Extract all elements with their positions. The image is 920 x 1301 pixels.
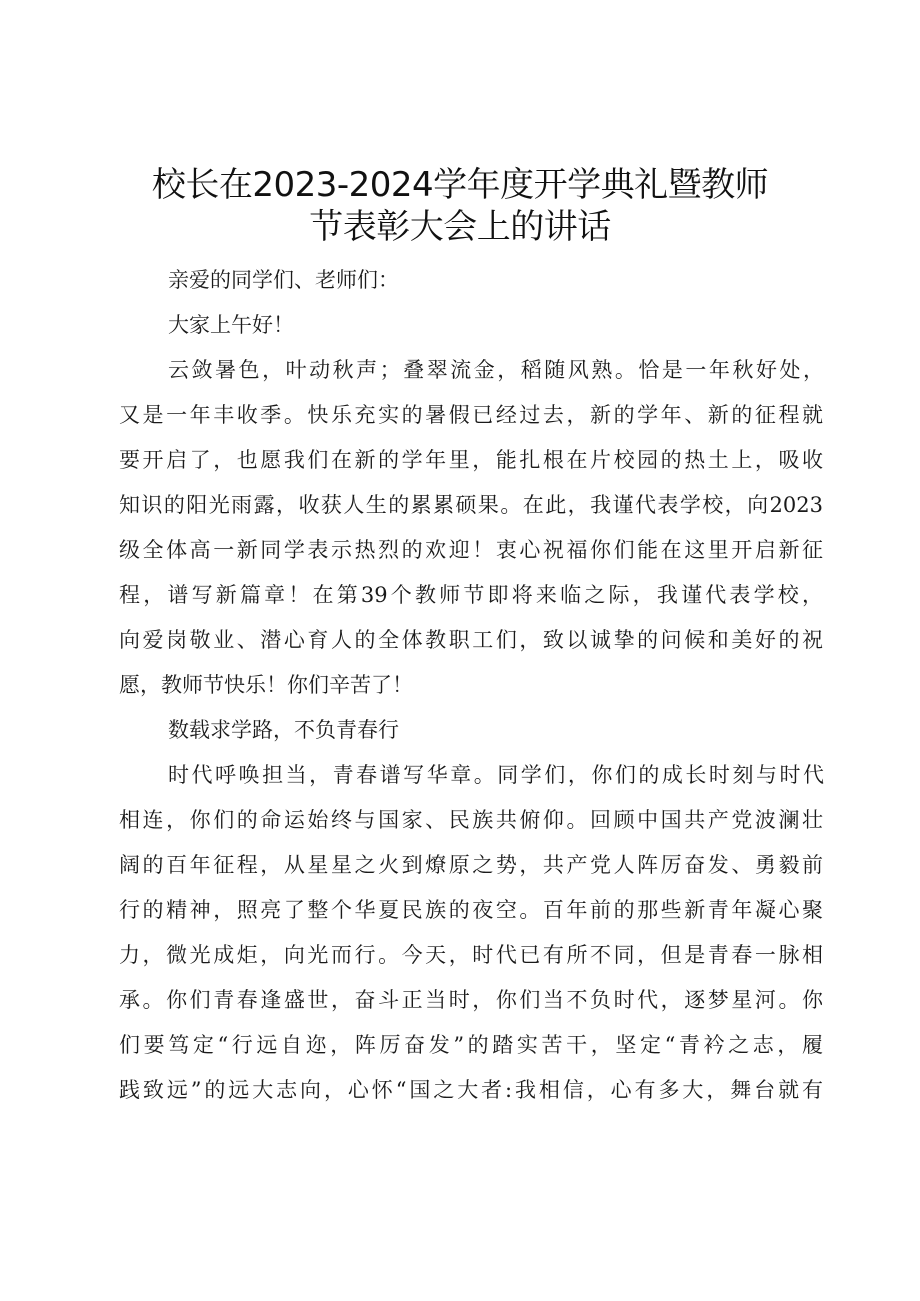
paragraph-2-line: 相连，你们的命运始终与国家、民族共俯仰。回顾中国共产党波澜壮 [119, 808, 823, 832]
document-title-line-1: 校长在2023-2024学年度开学典礼暨教师 [151, 165, 769, 205]
paragraph-1-line: 要开启了，也愿我们在新的学年里，能扎根在片校园的热土上，吸收 [119, 448, 823, 472]
paragraph-1-line: 知识的阳光雨露，收获人生的累累硕果。在此，我谨代表学校，向2023 [119, 493, 823, 517]
paragraph-1-line: 又是一年丰收季。快乐充实的暑假已经过去，新的学年、新的征程就 [119, 403, 823, 427]
paragraph-2-line: 阔的百年征程，从星星之火到燎原之势，共产党人阵厉奋发、勇毅前 [119, 853, 823, 877]
paragraph-1-line: 愿，教师节快乐！你们辛苦了！ [119, 673, 413, 697]
hello-line: 大家上午好！ [168, 313, 294, 337]
paragraph-1-line: 云敛暑色，叶动秋声；叠翠流金，稻随风熟。恰是一年秋好处， [168, 358, 824, 382]
greeting: 亲爱的同学们、老师们： [168, 268, 399, 292]
paragraph-2-line: 们要笃定“行远自迩，阵厉奋发”的踏实苦干，坚定“青衿之志，履 [119, 1033, 823, 1057]
paragraph-2-line: 时代呼唤担当，青春谱写华章。同学们，你们的成长时刻与时代 [168, 763, 824, 787]
section-heading: 数载求学路，不负青春行 [168, 718, 399, 742]
paragraph-2-line: 力，微光成炬，向光而行。今天，时代已有所不同，但是青春一脉相 [119, 943, 823, 967]
paragraph-2-line: 承。你们青春逢盛世，奋斗正当时，你们当不负时代，逐梦星河。你 [119, 988, 823, 1012]
paragraph-2-line: 行的精神，照亮了整个华夏民族的夜空。百年前的那些新青年凝心聚 [119, 898, 823, 922]
paragraph-2-line: 践致远”的远大志向，心怀“国之大者:我相信，心有多大，舞台就有 [119, 1078, 823, 1102]
document-title-line-2: 节表彰大会上的讲话 [309, 207, 611, 247]
paragraph-1-line: 向爱岗敬业、潜心育人的全体教职工们，致以诚挚的问候和美好的祝 [119, 628, 823, 652]
paragraph-1-line: 程，谱写新篇章！在第39个教师节即将来临之际，我谨代表学校， [119, 583, 823, 607]
paragraph-1-line: 级全体高一新同学表示热烈的欢迎！衷心祝福你们能在这里开启新征 [119, 538, 823, 562]
